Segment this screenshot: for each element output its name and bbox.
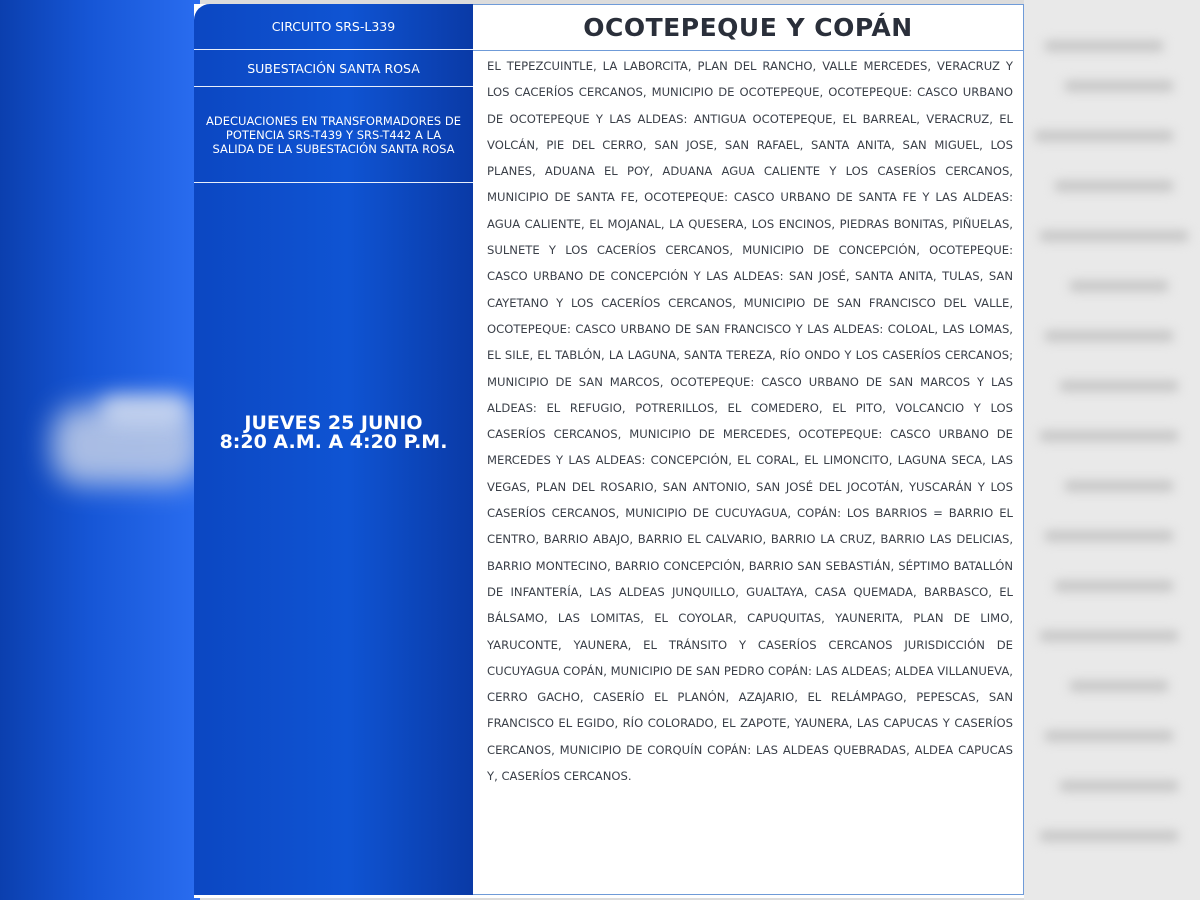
blurred-text <box>1044 730 1174 742</box>
blurred-text <box>1059 380 1179 392</box>
schedule-date: JUEVES 25 JUNIO <box>244 412 423 434</box>
region-title-bar <box>473 5 1023 51</box>
blurred-text <box>1059 780 1179 792</box>
blurred-text <box>1044 40 1164 52</box>
blurred-text <box>1069 680 1169 692</box>
blurred-text <box>1069 280 1169 292</box>
outage-notice <box>194 4 1024 898</box>
blurred-shape <box>100 395 190 425</box>
blurred-text <box>1054 180 1174 192</box>
substation-label: SUBESTACIÓN SANTA ROSA <box>194 50 473 87</box>
blurred-text <box>1039 230 1189 242</box>
affected-areas-text: EL TEPEZCUINTLE, LA LABORCITA, PLAN DEL RANCHO, VALLE MERCEDES, VERACRUZ Y LOS CACERÍOS CERCANOS, MUNICIPIO DE OCOTEPEQUE, OCOTEPEQUE: CASCO URBANO DE OCOTEPEQUE Y LAS ALDEAS: ANTIGUA OCOTEPEQUE, EL BARREAL, VERACRUZ, EL VOLCÁN, PIE DEL CERRO, SAN JOSE, SAN RAFAEL, SANTA ANITA, SAN MIGUEL, LOS PLANES, ADUANA EL POY, ADUANA AGUA CALIENTE Y LOS CASERÍOS CERCANOS, MUNICIPIO DE SANTA FE, OCOTEPEQUE: CASCO URBANO DE SANTA FE Y LAS ALDEAS: AGUA CALIENTE, EL MOJANAL, LA QUESERA, LOS ENCINOS, PIEDRAS BONITAS, PIÑUELAS, SULNETE Y LOS CACERÍOS CERCANOS, MUNICIPIO DE CONCEPCIÓN, OCOTEPEQUE: CASCO URBANO DE CONCEPCIÓN Y LAS ALDEAS: SAN JOSÉ, SANTA ANITA, TULAS, SAN CAYETANO Y LOS CACERÍOS CERCANOS, MUNICIPIO DE SAN FRANCISCO DEL VALLE, OCOTEPEQUE: CASCO URBANO DE SAN FRANCISCO Y LAS ALDEAS: COLOAL, LAS LOMAS, EL SILE, EL TABLÓN, LA LAGUNA, SANTA TEREZA, RÍO ONDO Y LOS CASERÍOS CERCANOS; MUNICIPIO DE SAN MARCOS, OCOTEPEQUE: CASCO URBANO DE SAN MARCOS Y LAS ALDEAS: EL REFUGIO, POTRERILLOS, EL COMEDERO, EL PITO, VOLCANCIO Y LOS CASERÍOS CERCANOS, MUNICIPIO DE MERCEDES, OCOTEPEQUE: CASCO URBANO DE MERCEDES Y LAS ALDEAS: CONCEPCIÓN, EL CORAL, EL LIMONCITO, LAGUNA SECA, LAS VEGAS, PLAN DEL ROSARIO, SAN ANTONIO, SAN JOSÉ DEL JOCOTÁN, YUSCARÁN Y LOS CASERÍOS CERCANOS, MUNICIPIO DE CUCUYAGUA, COPÁN: LOS BARRIOS = BARRIO EL CENTRO, BARRIO ABAJO, BARRIO EL CALVARIO, BARRIO LA CRUZ, BARRIO LAS DELICIAS, BARRIO MONTECINO, BARRIO CONCEPCIÓN, BARRIO SAN SEBASTIÁN, SÉPTIMO BATALLÓN DE INFANTERÍA, LAS ALDEAS JUNQUILLO, GUALTAYA, CASA QUEMADA, BARBASCO, EL BÁLSAMO, LAS LOMITAS, EL COYOLAR, CAPUQUITAS, YAUNERITA, PLAN DE LIMO, YARUCONTE, YAUNERA, EL TRÁNSITO Y CASERÍOS CERCANOS JURISDICCIÓN DE CUCUYAGUA COPÁN, MUNICIPIO DE SAN PEDRO COPÁN: LAS ALDEAS; ALDEA VILLANUEVA, CERRO GACHO, CASERÍO EL PLANÓN, AZAJARIO, EL RELÁMPAGO, PEPESCAS, SAN FRANCISCO EL EGIDO, RÍO COLORADO, EL ZAPOTE, YAUNERA, LAS CAPUCAS Y CASERÍOS CERCANOS, MUNICIPIO DE CORQUÍN COPÁN: LAS ALDEAS QUEBRADAS, ALDEA CAPUCAS Y, CASERÍOS CERCANOS. <box>487 59 1013 784</box>
blurred-text <box>1039 430 1179 442</box>
blurred-text <box>1039 630 1179 642</box>
blurred-text <box>1064 480 1174 492</box>
circuit-label: CIRCUITO SRS-L339 <box>194 4 473 50</box>
blurred-background-right <box>1024 0 1200 900</box>
blurred-text <box>1064 80 1174 92</box>
notice-right-column <box>473 4 1024 895</box>
blurred-text <box>1039 830 1179 842</box>
blurred-text <box>1044 530 1174 542</box>
notice-left-column <box>194 4 473 895</box>
schedule-block <box>194 183 473 683</box>
blurred-background-left <box>0 0 200 900</box>
blurred-text <box>1044 330 1174 342</box>
blurred-text <box>1054 580 1174 592</box>
schedule-time: 8:20 A.M. A 4:20 P.M. <box>219 431 448 453</box>
blurred-text <box>1034 130 1174 142</box>
work-description: ADECUACIONES EN TRANSFORMADORES DE POTENCIA SRS-T439 Y SRS-T442 A LA SALIDA DE LA SUBESTACIÓN SANTA ROSA <box>194 87 473 183</box>
region-title: OCOTEPEQUE Y COPÁN <box>583 13 913 42</box>
